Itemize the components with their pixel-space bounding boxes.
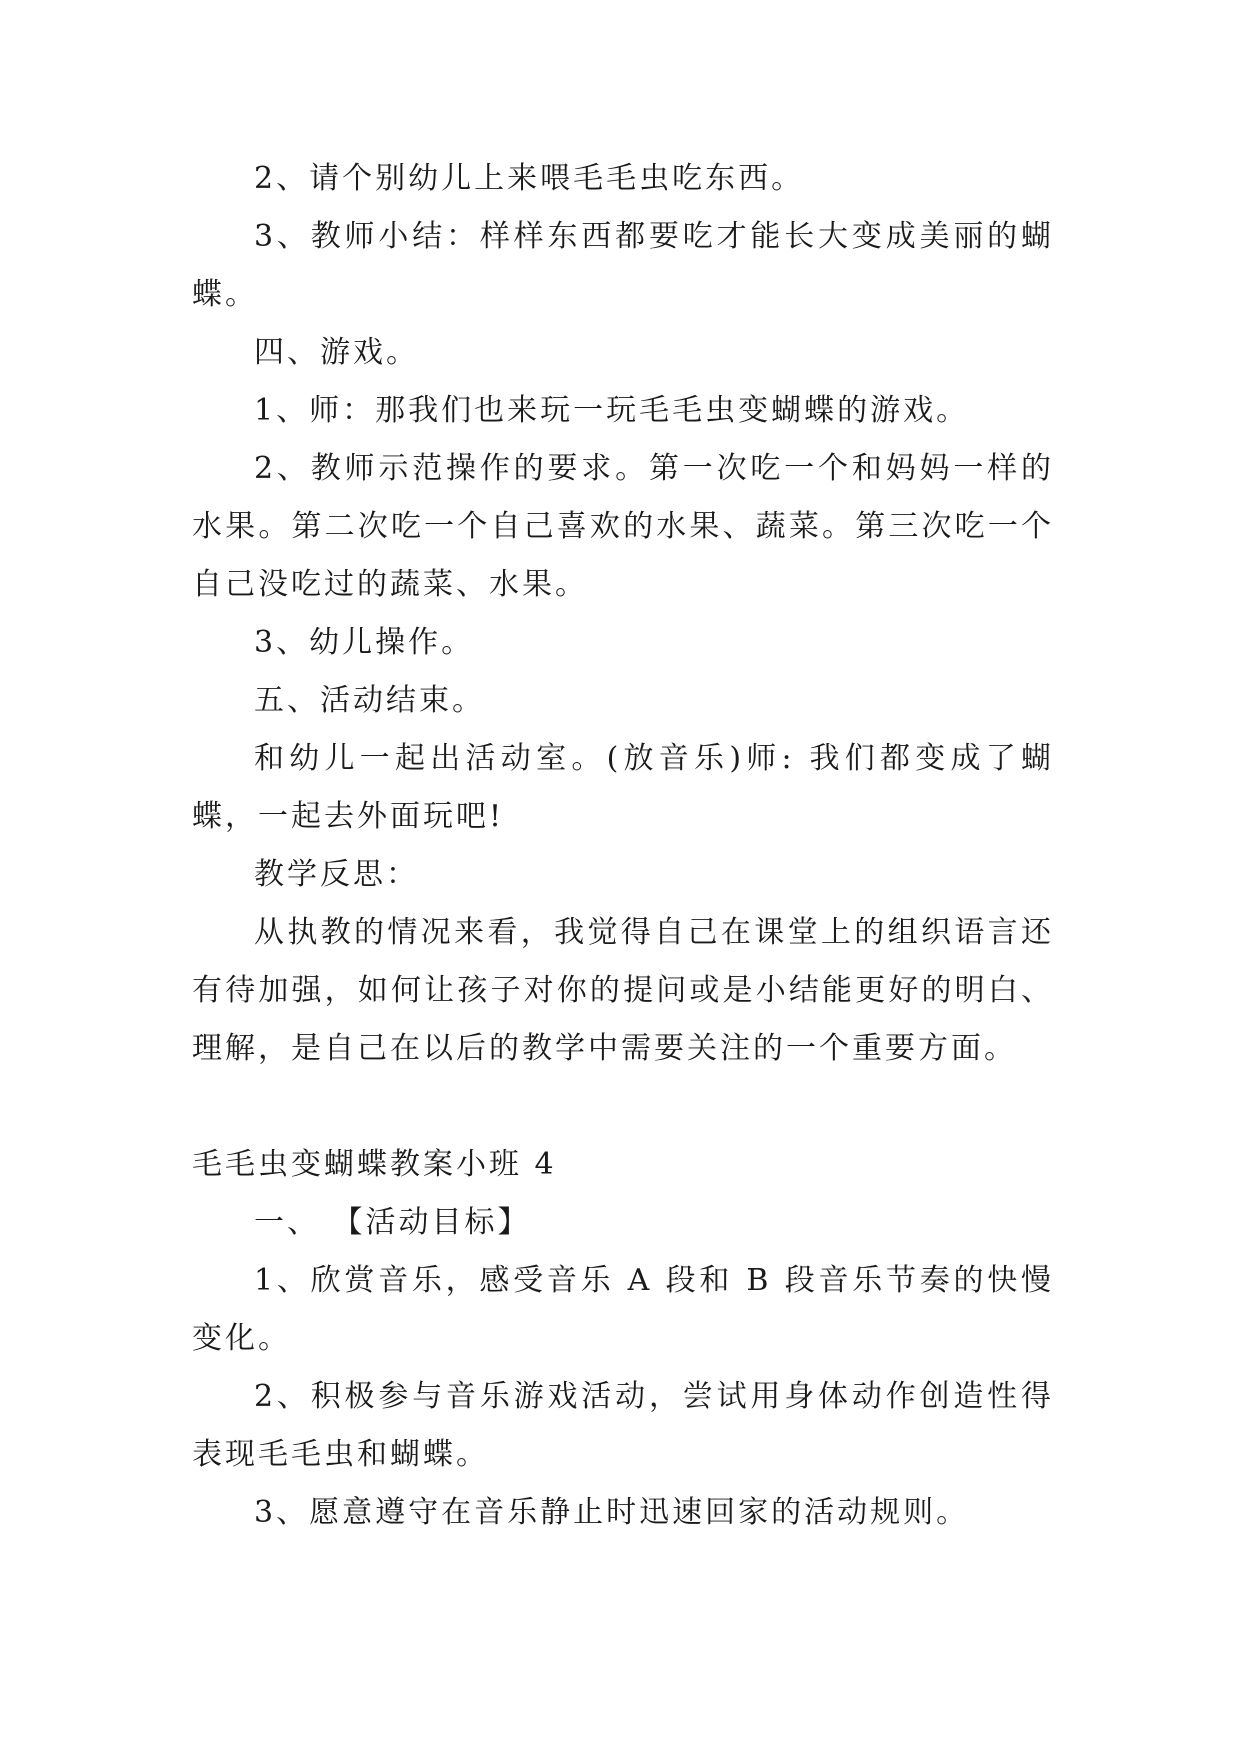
- section-heading: 一、 【活动目标】: [254, 1205, 531, 1240]
- document-title: 毛毛虫变蝴蝶教案小班 4: [192, 1147, 557, 1182]
- paragraph: 2、积极参与音乐游戏活动，尝试用身体动作创造性得表现毛毛虫和蝴蝶。: [192, 1379, 1054, 1472]
- paragraph: 3、愿意遵守在音乐静止时迅速回家的活动规则。: [254, 1495, 970, 1530]
- section-heading: 五、活动结束。: [254, 683, 485, 718]
- paragraph: 2、教师示范操作的要求。第一次吃一个和妈妈一样的水果。第二次吃一个自己喜欢的水果、蔬菜。第三次吃一个自己没吃过的蔬菜、水果。: [192, 451, 1054, 602]
- paragraph: 2、请个别幼儿上来喂毛毛虫吃东西。: [254, 161, 805, 196]
- paragraph: 和幼儿一起出活动室。(放音乐)师: 我们都变成了蝴蝶，一起去外面玩吧!: [192, 741, 1054, 834]
- paragraph: 1、欣赏音乐，感受音乐 A 段和 B 段音乐节奏的快慢变化。: [192, 1263, 1054, 1356]
- document-page: [192, 150, 1054, 1542]
- spacer: [192, 1078, 1054, 1136]
- paragraph: 1、师：那我们也来玩一玩毛毛虫变蝴蝶的游戏。: [254, 393, 970, 428]
- section-heading: 教学反思：: [254, 857, 419, 892]
- paragraph: 3、教师小结：样样东西都要吃才能长大变成美丽的蝴蝶。: [192, 219, 1054, 312]
- paragraph: 从执教的情况来看，我觉得自己在课堂上的组织语言还有待加强，如何让孩子对你的提问或是小结能更好的明白、理解，是自己在以后的教学中需要关注的一个重要方面。: [192, 915, 1054, 1066]
- paragraph: 3、幼儿操作。: [254, 625, 475, 660]
- section-heading: 四、游戏。: [254, 335, 419, 370]
